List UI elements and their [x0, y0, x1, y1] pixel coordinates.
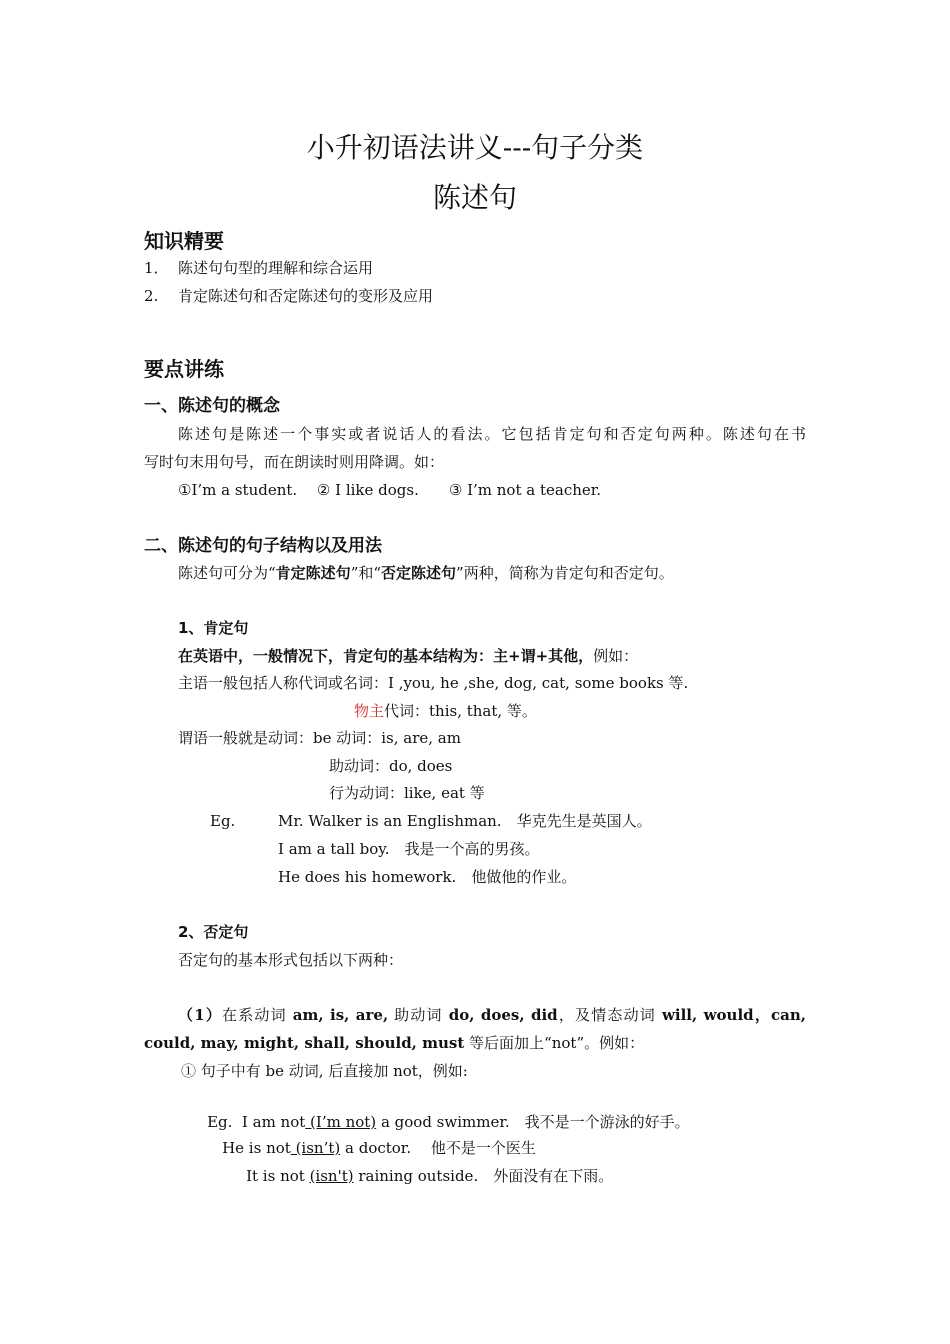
negative-rule-line2 [144, 1033, 644, 1053]
list-number: 2. [144, 287, 159, 305]
intro-bold-affirmative: 肯定陈述句 [275, 564, 351, 582]
example-text: He is not [222, 1139, 291, 1157]
section1-examples: ①I’m a student. ② I like dogs. ③ I’m not a teacher. [178, 481, 602, 499]
knowledge-item-2 [144, 286, 434, 306]
intro-bold-negative: 否定陈述句 [381, 564, 457, 582]
predicate-line: 谓语一般就是动词：be 动词：is, are, am [178, 729, 461, 747]
intro-text: ”和“ [350, 564, 382, 582]
list-number: 1． [144, 259, 169, 277]
rule-text: 助动词 [388, 1006, 449, 1024]
example-underline: (isn't) [309, 1167, 354, 1185]
points-heading: 要点讲练 [144, 357, 224, 381]
intro-text: 陈述句可分为“ [178, 564, 276, 582]
pronoun-line [354, 701, 537, 721]
section1-paragraph-line2: 写时句末用句号，而在朗读时则用降调。如： [144, 453, 445, 471]
pronoun-red-text: 物主 [354, 702, 385, 720]
rule-tail: 例如： [593, 647, 639, 665]
section2-heading: 二、陈述句的句子结构以及用法 [144, 536, 382, 556]
example-text: a doctor. 他不是一个医生 [340, 1139, 536, 1157]
example-text: It is not [246, 1167, 310, 1185]
affirmative-example-2: I am a tall boy. 我是一个高的男孩。 [278, 840, 540, 858]
negative-rule-line1 [178, 1005, 806, 1025]
knowledge-item-1 [144, 258, 374, 278]
rule-text: ，及情态动词 [557, 1006, 662, 1024]
subject-line: 主语一般包括人称代词或名词：I ,you, he ,she, dog, cat, some books 等. [178, 674, 689, 692]
rule-bold: could, may, might, shall, should, must [144, 1034, 465, 1052]
negative-heading: 2、否定句 [178, 923, 249, 941]
rule-text: 等后面加上“not”。例如： [464, 1034, 645, 1052]
negative-sub1: ① 句子中有 be 动词, 后直接加 not，例如: [181, 1062, 468, 1080]
list-text: 陈述句句型的理解和综合运用 [178, 259, 374, 277]
auxiliary-line: 助动词：do, does [329, 757, 453, 775]
affirmative-rule [178, 646, 638, 666]
rule-bold: will, would，can, [661, 1006, 806, 1024]
list-text: 肯定陈述句和否定陈述句的变形及应用 [178, 287, 434, 305]
knowledge-heading: 知识精要 [144, 229, 224, 253]
negative-intro: 否定句的基本形式包括以下两种： [178, 951, 404, 969]
example-underline: (isn’t) [290, 1139, 341, 1157]
page-subtitle: 陈述句 [432, 181, 517, 214]
eg-label: Eg. [210, 812, 236, 830]
rule-bold: am, is, are, [292, 1006, 389, 1024]
example-text: Eg. I am not [207, 1113, 306, 1131]
section1-heading: 一、陈述句的概念 [144, 396, 280, 416]
rule-bold: do, does, did [448, 1006, 558, 1024]
affirmative-example-1: Mr. Walker is an Englishman. 华克先生是英国人。 [278, 812, 652, 830]
section2-intro [178, 563, 674, 583]
example-underline: (I’m not) [305, 1113, 377, 1131]
rule-bold: 在英语中，一般情况下，肯定句的基本结构为：主+谓+其他， [178, 647, 594, 665]
affirmative-example-3: He does his homework. 他做他的作业。 [278, 868, 577, 886]
action-verb-line: 行为动词：like, eat 等 [329, 784, 485, 802]
page-title: 小升初语法讲义---句子分类 [306, 131, 644, 164]
rule-number: （1） [178, 1006, 223, 1024]
negative-example-3 [227, 1146, 613, 1206]
section1-paragraph-line1: 陈述句是陈述一个事实或者说话人的看法。它包括肯定句和否定句两种。陈述句在书 [178, 425, 806, 443]
affirmative-heading: 1、肯定句 [178, 619, 249, 637]
rule-text: 在系动词 [222, 1006, 293, 1024]
intro-text: ”两种，简称为肯定句和否定句。 [456, 564, 674, 582]
example-text: a good swimmer. 我不是一个游泳的好手。 [376, 1113, 690, 1131]
example-text: raining outside. 外面没有在下雨。 [353, 1167, 614, 1185]
pronoun-rest: 代词：this, that, 等。 [384, 702, 537, 720]
